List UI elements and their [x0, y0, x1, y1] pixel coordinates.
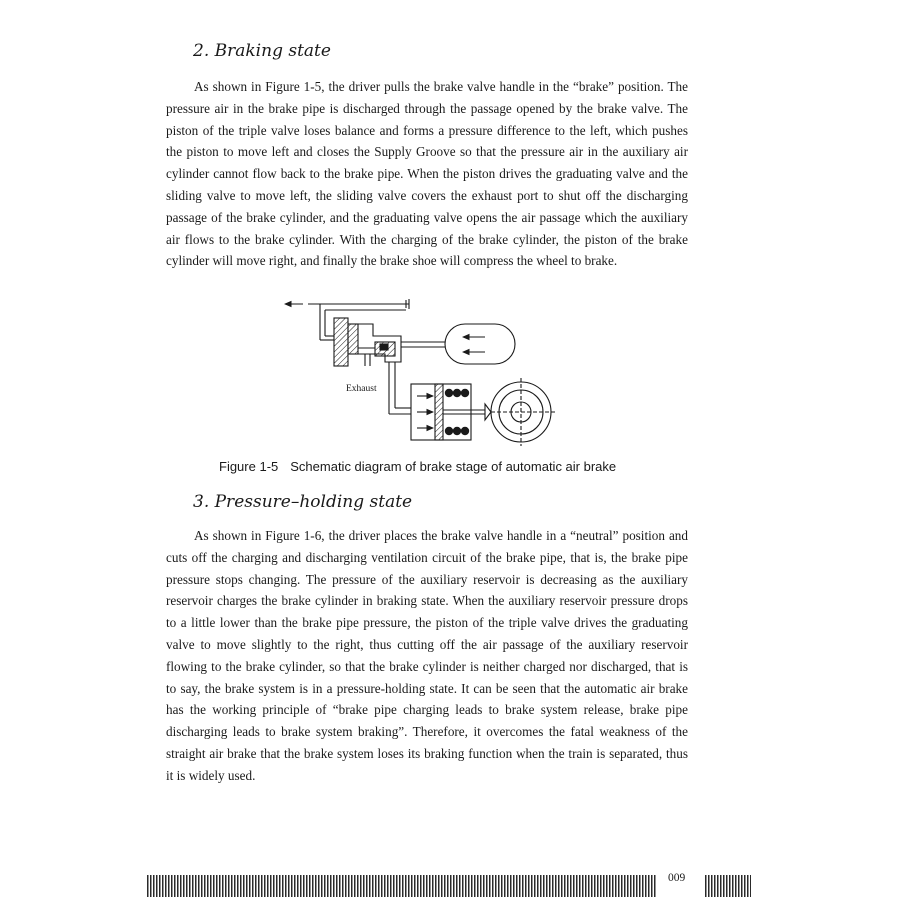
- wheel: [491, 378, 555, 446]
- footer-decorative-bar-left: [147, 875, 657, 897]
- pipe-to-brake-cylinder: [389, 362, 411, 414]
- page-number: 009: [668, 872, 686, 884]
- paragraph-braking-state: As shown in Figure 1-5, the driver pulls the brake valve handle in the “brake” position. The pressure air in the brake pipe is discharged through the passage opened by the brake valve. The piston of the triple valve loses balance and forms a pressure difference to the left, which pushes the piston to move left and closes the Supply Groove so that the pressure air in the auxiliary air cylinder cannot flow back to the brake pipe. When the piston drives the graduating valve and the sliding valve to move left, the sliding valve covers the exhaust port to shut off the discharging passage of the brake cylinder, and the graduating valve opens the air passage which the auxiliary air flows to the brake cylinder. With the charging of the brake cylinder, the piston of the brake cylinder will move right, and finally the brake shoe will compress the wheel to brake.: [166, 79, 688, 269]
- section-heading-braking-state: 2. Braking state: [193, 41, 331, 61]
- auxiliary-reservoir: [445, 324, 515, 364]
- pipe-to-auxiliary-reservoir: [401, 342, 445, 347]
- exhaust-label: Exhaust: [346, 384, 377, 394]
- figure-caption-text: Schematic diagram of brake stage of automatic air brake: [290, 459, 617, 474]
- triple-valve: [334, 318, 401, 366]
- figure-caption: [219, 459, 679, 474]
- brake-cylinder: [411, 384, 491, 440]
- figure-caption-number: Figure 1-5: [219, 459, 279, 474]
- brake-cylinder-piston: [435, 384, 443, 440]
- section-heading-pressure-holding-state: 3. Pressure–holding state: [193, 492, 413, 512]
- release-spring: [445, 389, 469, 435]
- brake-shoe: [485, 404, 491, 420]
- brake-schematic-diagram: [275, 292, 575, 458]
- paragraph-pressure-holding-state: As shown in Figure 1-6, the driver places the brake valve handle in a “neutral” position and cuts off the charging and discharging ventilation circuit of the brake pipe, that is, the brake pipe pressure stops changing. The pressure of the auxiliary reservoir is decreasing as the auxiliary reservoir charges the brake cylinder in braking state. When the auxiliary reservoir pressure drops to a little lower than the brake pipe pressure, the piston of the triple valve drives the graduating valve to move slightly to the right, thus cutting off the air passage of the auxiliary reservoir flowing to the brake cylinder, so that the brake cylinder is neither charged nor discharged, that is to say, the brake system is in a pressure-holding state. It can be seen that the automatic air brake has the working principle of “brake pipe charging leads to brake system release, brake pipe discharging leads to brake system braking”. Therefore, it overcomes the fatal weakness of the straight air brake that the brake system loses its braking function when the train is separated, thus it is widely used.: [166, 528, 688, 783]
- graduating-valve: [380, 344, 388, 350]
- footer-decorative-bar-right: [705, 875, 751, 897]
